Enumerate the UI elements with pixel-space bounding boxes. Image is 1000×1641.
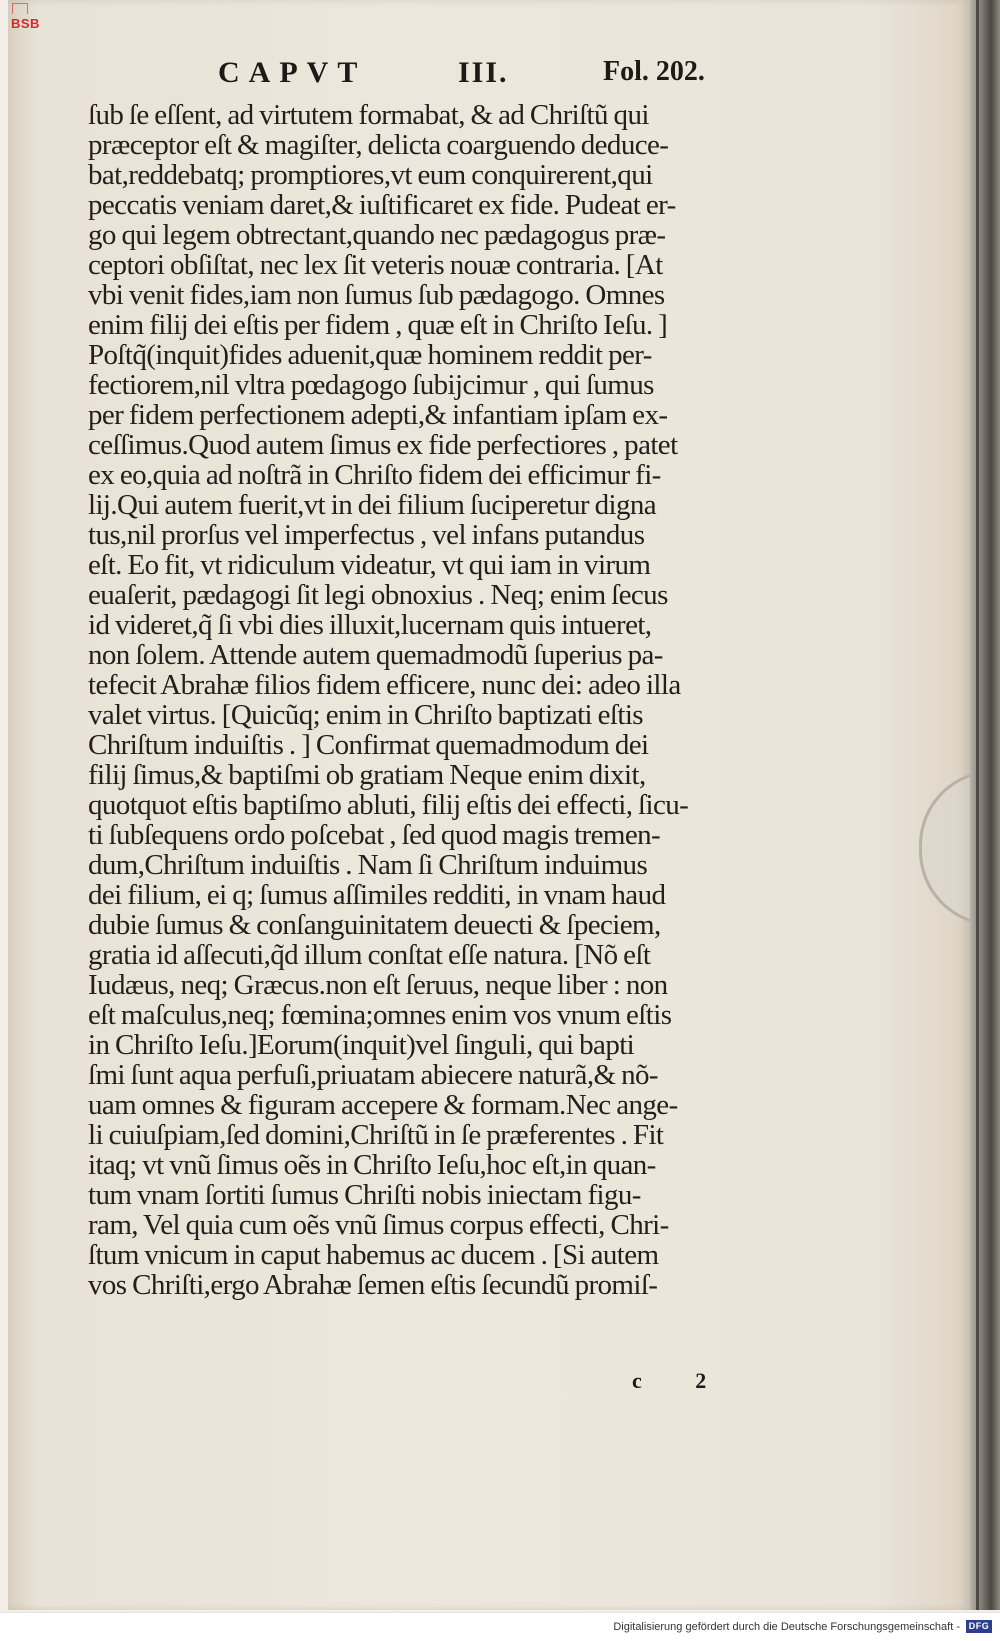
header-folio: Fol. 202. bbox=[603, 56, 705, 87]
text-line: non ſolem. Attende autem quemadmodũ ſuperius pa- bbox=[88, 640, 663, 670]
funding-note: Digitalisierung gefördert durch die Deutsche Forschungsgemeinschaft - bbox=[613, 1621, 960, 1633]
text-line: tum vnam ſortiti ſumus Chriſti nobis iniectam figu- bbox=[88, 1180, 641, 1210]
text-line: quotquot eſtis baptiſmo abluti, filij eſtis dei effecti, ſicu- bbox=[88, 790, 689, 820]
text-line: ſub ſe eſſent, ad virtutem formabat, & ad Chriſtũ qui bbox=[88, 100, 649, 130]
text-line: dum,Chriſtum induiſtis . Nam ſi Chriſtum induimus bbox=[88, 850, 648, 880]
text-line: Chriſtum induiſtis . ] Confirmat quemadmodum dei bbox=[88, 730, 649, 760]
text-line: eſt maſculus,neq; fœmina;omnes enim vos vnum eſtis bbox=[88, 1000, 672, 1030]
text-line: bat,reddebatq; promptiores,vt eum conquirerent,qui bbox=[88, 160, 653, 190]
library-logo-icon bbox=[12, 3, 28, 14]
text-line: ex eo,quia ad noſtrã in Chriſto fidem dei efficimur fi- bbox=[88, 460, 661, 490]
text-line: ſtum vnicum in caput habemus ac ducem . [Si autem bbox=[88, 1240, 659, 1270]
text-line: fectiorem,nil vltra pœdagogo ſubijcimur , qui ſumus bbox=[88, 370, 654, 400]
text-line: Poſtq̃(inquit)fides aduenit,quæ hominem reddit per- bbox=[88, 340, 652, 370]
header-title: CAPVT bbox=[218, 56, 367, 89]
signature-mark: c 2 bbox=[632, 1368, 731, 1393]
text-line: itaq; vt vnũ ſimus oẽs in Chriſto Ieſu,hoc eſt,in quan- bbox=[88, 1150, 656, 1180]
text-line: vbi venit fides,iam non ſumus ſub pædagogo. Omnes bbox=[88, 280, 665, 310]
page-body-text bbox=[88, 100, 848, 1300]
text-line: vos Chriſti,ergo Abrahæ ſemen eſtis ſecundũ promiſ- bbox=[88, 1270, 658, 1300]
text-line: euaſerit, pædagogi ſit legi obnoxius . Neq; enim ſecus bbox=[88, 580, 668, 610]
book-page bbox=[8, 0, 970, 1610]
text-line: ti ſubſequens ordo poſcebat , ſed quod magis tremen- bbox=[88, 820, 661, 850]
text-line: gratia id aſſecuti,q̃d illum conſtat eſſe natura. [Nõ eſt bbox=[88, 940, 651, 970]
text-line: ſmi ſunt aqua perfuſi,priuatam abiecere naturã,& nõ- bbox=[88, 1060, 658, 1090]
text-line: uam omnes & figuram accepere & formam.Nec ange- bbox=[88, 1090, 678, 1120]
text-line: eſt. Eo fit, vt ridiculum videatur, vt qui iam in virum bbox=[88, 550, 651, 580]
book-edge bbox=[970, 0, 1000, 1610]
text-line: valet virtus. [Quicũq; enim in Chriſto baptizati eſtis bbox=[88, 700, 643, 730]
text-line: ceptori obſiſtat, nec lex ſit veteris nouæ contraria. [At bbox=[88, 250, 663, 280]
text-line: li cuiuſpiam,ſed domini,Chriſtũ in ſe præferentes . Fit bbox=[88, 1120, 664, 1150]
header-chapter: III. bbox=[458, 56, 509, 89]
text-line: dei filium, ei q; ſumus aſſimiles redditi, in vnam haud bbox=[88, 880, 666, 910]
text-line: tefecit Abrahæ filios fidem efficere, nunc dei: adeo illa bbox=[88, 670, 681, 700]
text-line: Iudæus, neq; Græcus.non eſt ſeruus, neque liber : non bbox=[88, 970, 668, 1000]
text-line: ceſſimus.Quod autem ſimus ex fide perfectiores , patet bbox=[88, 430, 678, 460]
text-line: filij ſimus,& baptiſmi ob gratiam Neque enim dixit, bbox=[88, 760, 646, 790]
text-line: enim filij dei eſtis per fidem , quæ eſt in Chriſto Ieſu. ] bbox=[88, 310, 668, 340]
text-line: in Chriſto Ieſu.]Eorum(inquit)vel ſinguli, qui bapti bbox=[88, 1030, 635, 1060]
footer-bar bbox=[0, 1612, 1000, 1641]
library-mark: BSB bbox=[11, 16, 40, 31]
dfg-logo-icon: DFG bbox=[966, 1620, 992, 1633]
text-line: dubie ſumus & conſanguinitatem deuecti & ſpeciem, bbox=[88, 910, 661, 940]
text-line: peccatis veniam daret,& iuſtificaret ex fide. Pudeat er- bbox=[88, 190, 676, 220]
text-line: per fidem perfectionem adepti,& infantiam ipſam ex- bbox=[88, 400, 668, 430]
running-header bbox=[218, 56, 918, 96]
text-line: go qui legem obtrectant,quando nec pædagogus præ- bbox=[88, 220, 666, 250]
text-line: lij.Qui autem fuerit,vt in dei filium ſuciperetur digna bbox=[88, 490, 657, 520]
text-line: præceptor eſt & magiſter, delicta coarguendo deduce- bbox=[88, 130, 669, 160]
text-line: ram, Vel quia cum oẽs vnũ ſimus corpus effecti, Chri- bbox=[88, 1210, 669, 1240]
text-line: tus,nil prorſus vel imperfectus , vel infans putandus bbox=[88, 520, 645, 550]
text-line: id videret,q̃ ſi vbi dies illuxit,lucernam quis intueret, bbox=[88, 610, 652, 640]
